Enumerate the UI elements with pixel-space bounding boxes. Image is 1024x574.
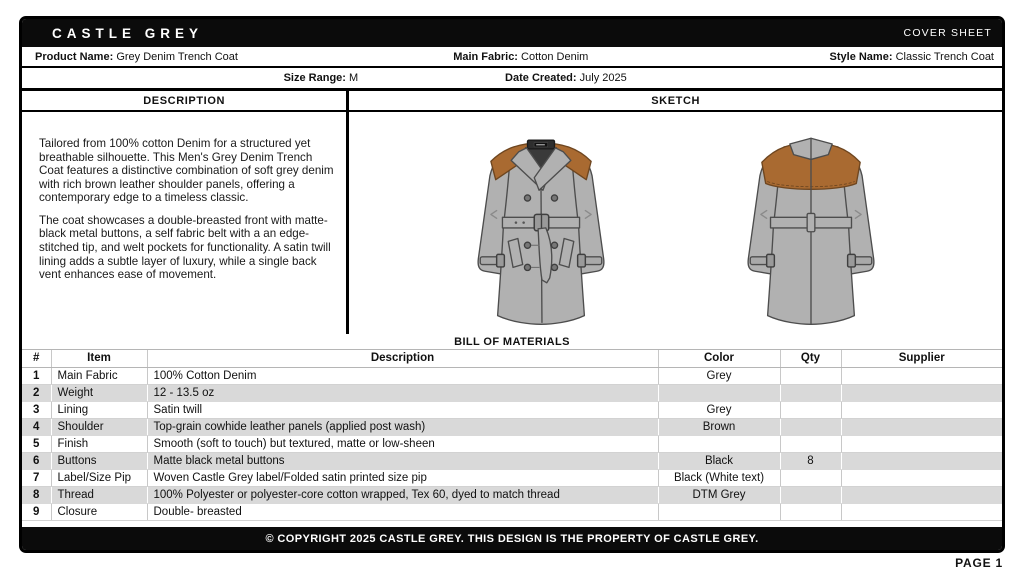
description-title: DESCRIPTION — [22, 91, 346, 112]
size-range-field — [284, 72, 359, 84]
page-number: PAGE 1 — [955, 556, 1003, 570]
bom-row-2 — [22, 384, 1002, 401]
bom-col-supplier: Supplier — [841, 350, 1002, 367]
bom-cell: 6 — [22, 452, 51, 469]
bom-row-8 — [22, 486, 1002, 503]
bom-col-num: # — [22, 350, 51, 367]
bom-cell — [780, 435, 841, 452]
bom-cell — [780, 418, 841, 435]
bom-cell: Label/Size Pip — [51, 469, 147, 486]
bom-row-6 — [22, 452, 1002, 469]
coat-front-sketch — [450, 118, 632, 332]
bom-cell — [841, 401, 1002, 418]
bom-row-7 — [22, 469, 1002, 486]
brand-name: CASTLE GREY — [52, 25, 204, 41]
bom-cell: 100% Polyester or polyester-core cotton wrapped, Tex 60, dyed to match thread — [147, 486, 658, 503]
bom-cell — [780, 401, 841, 418]
bom-cell: Satin twill — [147, 401, 658, 418]
info-row-1 — [22, 47, 1002, 68]
main-fabric-label: Main Fabric: — [453, 50, 518, 63]
bom-col-qty: Qty — [780, 350, 841, 367]
main-fabric-value: Cotton Denim — [521, 50, 589, 63]
bom-cell: 8 — [22, 486, 51, 503]
description-text — [22, 112, 346, 282]
cover-sheet — [19, 16, 1005, 553]
sketch-panel — [349, 91, 1002, 334]
bom-cell: Buttons — [51, 452, 147, 469]
bom-cell — [841, 435, 1002, 452]
bom-header-row — [22, 350, 1002, 367]
bom-col-description: Description — [147, 350, 658, 367]
bom-cell — [841, 384, 1002, 401]
bom-cell — [780, 367, 841, 384]
bom-cell: Main Fabric — [51, 367, 147, 384]
bom-cell: Black (White text) — [658, 469, 780, 486]
product-name-value: Grey Denim Trench Coat — [116, 50, 238, 63]
bom-cell — [780, 486, 841, 503]
bom-cell — [841, 367, 1002, 384]
sheet-type-label: COVER SHEET — [903, 27, 992, 39]
product-name-label: Product Name: — [35, 50, 114, 63]
size-range-value: M — [349, 72, 359, 84]
date-created-value: July 2025 — [579, 72, 627, 84]
bom-cell: Lining — [51, 401, 147, 418]
bom-cell: 7 — [22, 469, 51, 486]
bom-title: BILL OF MATERIALS — [22, 334, 1002, 350]
bom-col-item: Item — [51, 350, 147, 367]
bom-cell: Grey — [658, 367, 780, 384]
bom-cell: Double- breasted — [147, 503, 658, 520]
bom-cell: Shoulder — [51, 418, 147, 435]
bom-cell: Finish — [51, 435, 147, 452]
bom-cell: Top-grain cowhide leather panels (applied post wash) — [147, 418, 658, 435]
coat-back-sketch — [720, 118, 902, 332]
bom-cell: Black — [658, 452, 780, 469]
sketch-title: SKETCH — [349, 91, 1002, 112]
style-name-label: Style Name: — [829, 50, 893, 63]
bom-cell: 100% Cotton Denim — [147, 367, 658, 384]
bom-row-5 — [22, 435, 1002, 452]
bom-table — [22, 350, 1002, 521]
copyright-text: © COPYRIGHT 2025 CASTLE GREY. THIS DESIGN IS THE PROPERTY OF CASTLE GREY. — [265, 532, 759, 545]
bom-cell — [658, 384, 780, 401]
bom-cell — [780, 469, 841, 486]
bom-cell: Weight — [51, 384, 147, 401]
style-name-field — [757, 51, 1002, 63]
copyright-bar — [22, 527, 1002, 550]
date-created-label: Date Created: — [505, 72, 577, 84]
bom-cell: 5 — [22, 435, 51, 452]
bom-row-3 — [22, 401, 1002, 418]
bom-cell: 12 - 13.5 oz — [147, 384, 658, 401]
bom-cell: Woven Castle Grey label/Folded satin printed size pip — [147, 469, 658, 486]
bom-cell — [780, 503, 841, 520]
bom-cell: 8 — [780, 452, 841, 469]
size-range-label: Size Range: — [283, 72, 346, 84]
bom-cell: Matte black metal buttons — [147, 452, 658, 469]
bom-cell — [780, 384, 841, 401]
bom-col-color: Color — [658, 350, 780, 367]
sketch-drawings — [349, 112, 1002, 334]
bom-cell — [841, 486, 1002, 503]
date-created-field — [505, 72, 627, 84]
bom-cell — [841, 469, 1002, 486]
bom-row-1 — [22, 367, 1002, 384]
bom-cell: Grey — [658, 401, 780, 418]
bom-cell — [658, 435, 780, 452]
bom-cell: 9 — [22, 503, 51, 520]
bom-cell: Thread — [51, 486, 147, 503]
bom-row-9 — [22, 503, 1002, 520]
bom-cell — [658, 503, 780, 520]
bom-cell: Smooth (soft to touch) but textured, matte or low-sheen — [147, 435, 658, 452]
bom-cell: 2 — [22, 384, 51, 401]
info-row-2 — [22, 68, 1002, 91]
main-fabric-field — [453, 51, 757, 63]
bom-row-4 — [22, 418, 1002, 435]
bom-cell: Brown — [658, 418, 780, 435]
product-name-field — [22, 51, 453, 63]
bom-cell: DTM Grey — [658, 486, 780, 503]
bom-cell: 3 — [22, 401, 51, 418]
style-name-value: Classic Trench Coat — [895, 50, 994, 63]
description-panel — [22, 91, 349, 334]
bom-cell: Closure — [51, 503, 147, 520]
bom-cell: 1 — [22, 367, 51, 384]
description-paragraph-2: The coat showcases a double-breasted front with matte-black metal buttons, a self fabric belt with a an edge-stitched tip, and welt pockets for functionality. A satin twill lining adds a subtle layer of luxury, while a single back vent enhances ease of movement. — [39, 213, 331, 282]
title-bar — [22, 19, 1002, 47]
main-section — [22, 91, 1002, 334]
bom-cell: 4 — [22, 418, 51, 435]
description-paragraph-1: Tailored from 100% cotton Denim for a structured yet breathable silhouette. This Men's Grey Denim Trench Coat features a distinctive combination of soft grey denim with rich brown leather shoulder panels, offering a contemporary edge to a timeless classic. — [39, 137, 334, 205]
bom-cell — [841, 503, 1002, 520]
bom-cell — [841, 418, 1002, 435]
bom-cell — [841, 452, 1002, 469]
